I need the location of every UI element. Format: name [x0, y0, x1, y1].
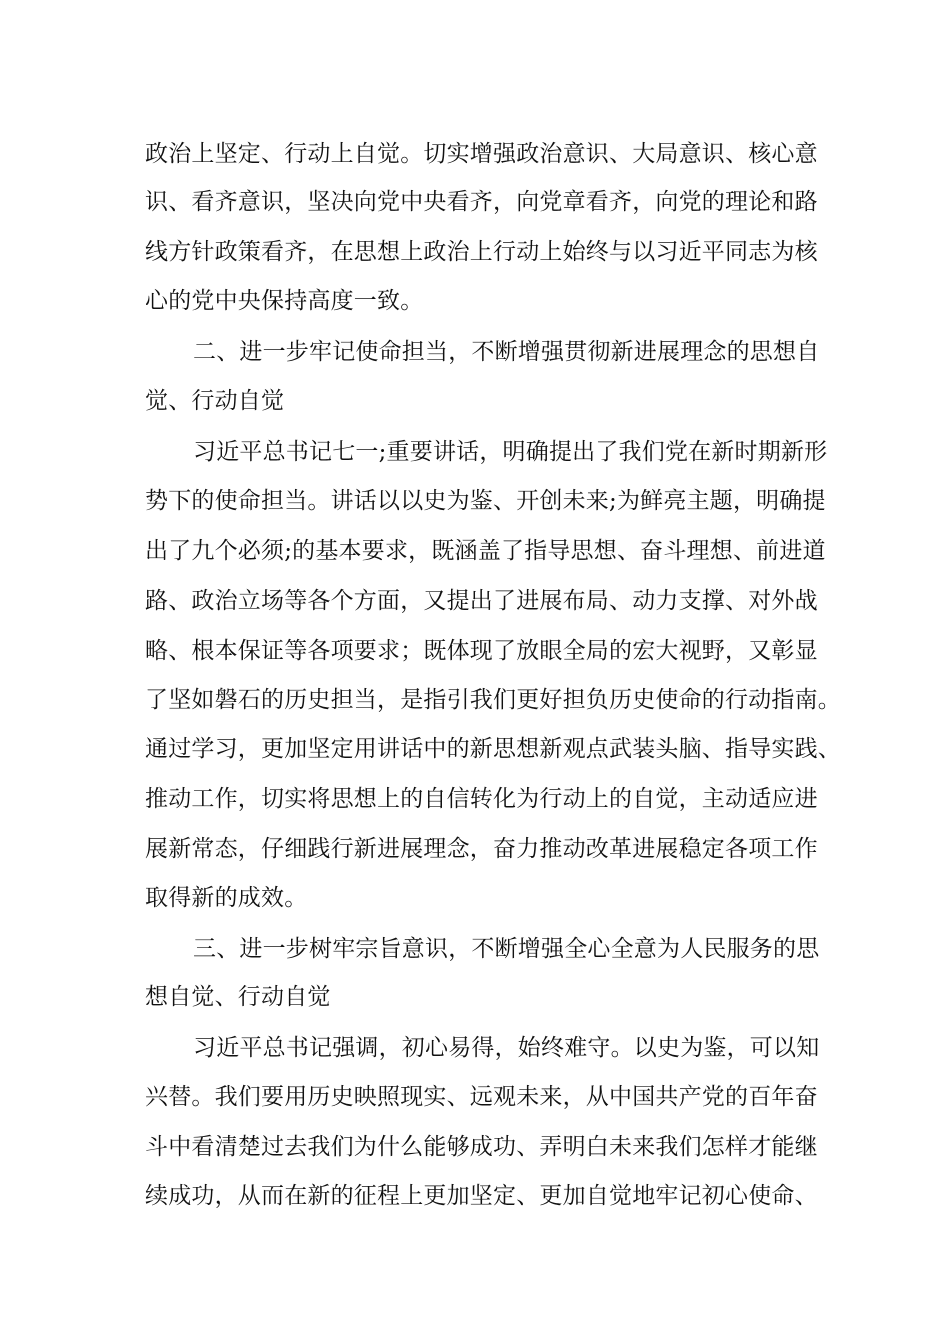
paragraph-line: 了坚如磐石的历史担当，是指引我们更好担负历史使命的行动指南。 — [145, 687, 841, 713]
section-heading-line: 三、进一步树牢宗旨意识，不断增强全心全意为人民服务的思 — [193, 936, 820, 962]
paragraph-line: 路、政治立场等各个方面，又提出了进展布局、动力支撑、对外战 — [145, 588, 818, 614]
section-heading-line: 想自觉、行动自觉 — [145, 984, 331, 1010]
paragraph-line: 推动工作，切实将思想上的自信转化为行动上的自觉，主动适应进 — [145, 786, 818, 812]
paragraph-line: 线方针政策看齐，在思想上政治上行动上始终与以习近平同志为核 — [145, 239, 818, 265]
paragraph-line: 政治上坚定、行动上自觉。切实增强政治意识、大局意识、核心意 — [145, 141, 818, 167]
paragraph-line: 出了九个必须;的基本要求，既涵盖了指导思想、奋斗理想、前进道 — [145, 538, 826, 564]
section-heading-line: 二、进一步牢记使命担当，不断增强贯彻新进展理念的思想自 — [193, 339, 820, 365]
paragraph-line: 续成功，从而在新的征程上更加坚定、更加自觉地牢记初心使命、 — [145, 1183, 818, 1209]
paragraph-line: 识、看齐意识，坚决向党中央看齐，向党章看齐，向党的理论和路 — [145, 189, 818, 215]
paragraph-line: 通过学习，更加坚定用讲话中的新思想新观点武装头脑、指导实践、 — [145, 736, 841, 762]
paragraph-line: 心的党中央保持高度一致。 — [145, 288, 424, 314]
paragraph-line: 斗中看清楚过去我们为什么能够成功、弄明白未来我们怎样才能继 — [145, 1134, 818, 1160]
paragraph-line: 略、根本保证等各项要求；既体现了放眼全局的宏大视野，又彰显 — [145, 638, 818, 664]
section-heading-line: 觉、行动自觉 — [145, 388, 285, 414]
paragraph-line: 习近平总书记七一;重要讲话，明确提出了我们党在新时期新形 — [193, 439, 828, 465]
paragraph-line: 势下的使命担当。讲话以以史为鉴、开创未来;为鲜亮主题，明确提 — [145, 488, 826, 514]
paragraph-line: 展新常态，仔细践行新进展理念，奋力推动改革进展稳定各项工作 — [145, 836, 818, 862]
paragraph-line: 兴替。我们要用历史映照现实、远观未来，从中国共产党的百年奋 — [145, 1084, 818, 1110]
paragraph-line: 取得新的成效。 — [145, 885, 308, 911]
paragraph-line: 习近平总书记强调，初心易得，始终难守。以史为鉴，可以知 — [193, 1035, 820, 1061]
